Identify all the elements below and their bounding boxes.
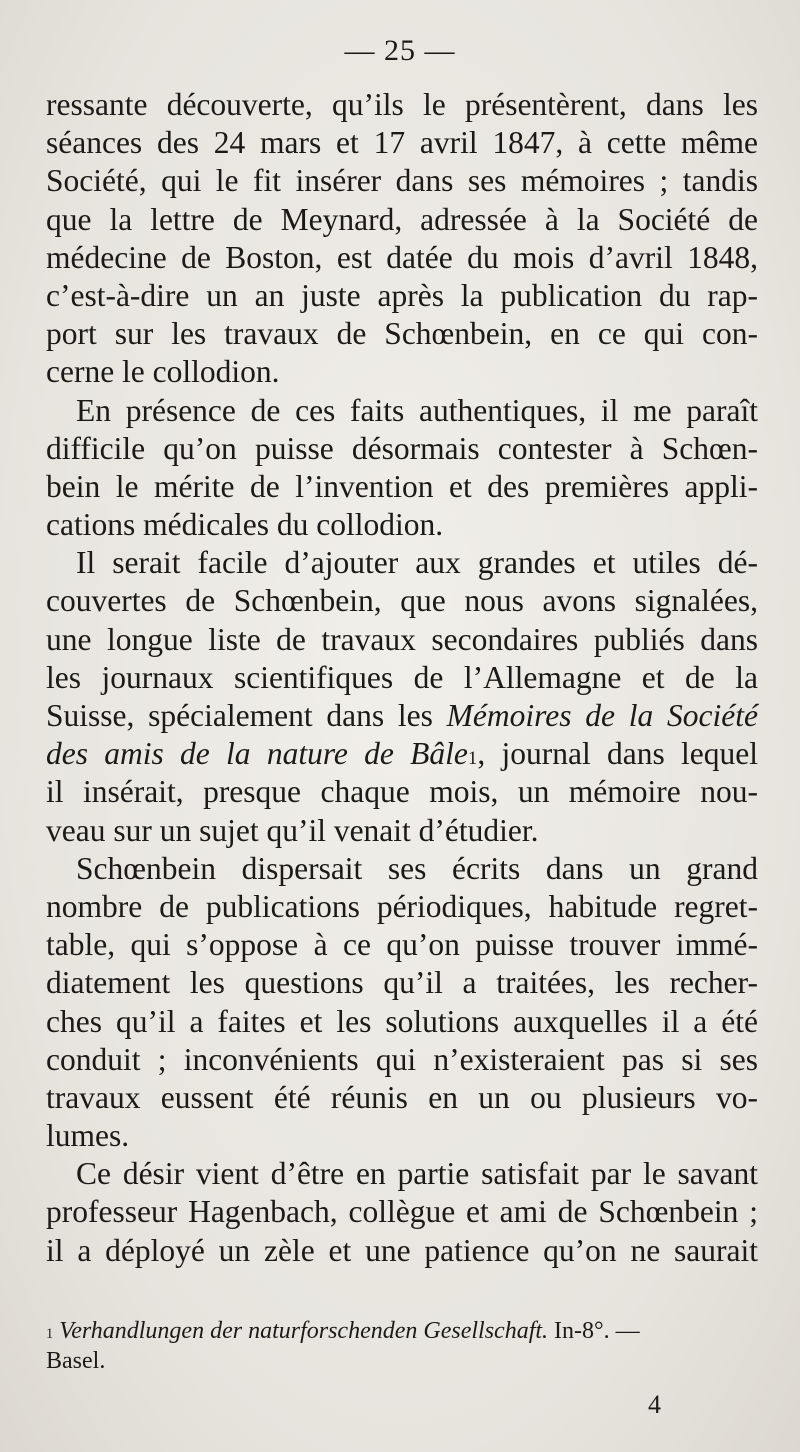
text-line: il insérait, presque chaque mois, un mémoire nou- bbox=[46, 774, 758, 810]
text-line: Société, qui le fit insérer dans ses mémoires ; tandis bbox=[46, 163, 758, 199]
text-line: Ce désir vient d’être en partie satisfait par le savant bbox=[76, 1156, 758, 1192]
page-number: — 25 — bbox=[344, 34, 456, 67]
text-line: lumes. bbox=[46, 1118, 130, 1154]
text-line: Schœnbein dispersait ses écrits dans un grand bbox=[76, 850, 758, 886]
text-line: médecine de Boston, est datée du mois d’avril 1848, bbox=[46, 239, 758, 275]
paragraph-3 bbox=[46, 544, 758, 850]
signature-mark: 4 bbox=[648, 1390, 661, 1419]
text-line: il a déployé un zèle et une patience qu’on ne saurait bbox=[46, 1232, 758, 1268]
footnote-marker: 1 bbox=[46, 1326, 54, 1342]
text-line: séances des 24 mars et 17 avril 1847, à cette même bbox=[46, 125, 758, 161]
text-line: ches qu’il a faites et les solutions auxquelles il a été bbox=[46, 1003, 758, 1039]
body-text bbox=[46, 86, 758, 1270]
text-line bbox=[46, 697, 758, 735]
text-line: couvertes de Schœnbein, que nous avons signalées, bbox=[46, 583, 758, 619]
text-line: diatement les questions qu’il a traitées, les recher- bbox=[46, 965, 758, 1001]
text-segment: , journal dans lequel bbox=[477, 736, 758, 772]
text-line: que la lettre de Meynard, adressée à la Société de bbox=[46, 201, 758, 237]
text-line: une longue liste de travaux secondaires publiés dans bbox=[46, 621, 758, 657]
footnote bbox=[46, 1316, 758, 1376]
text-line: nombre de publications périodiques, habitude regret- bbox=[46, 888, 758, 924]
text-line: En présence de ces faits authentiques, il me paraît bbox=[76, 392, 758, 428]
text-line: cations médicales du collodion. bbox=[46, 507, 444, 543]
paragraph-2 bbox=[46, 392, 758, 545]
paragraph-4 bbox=[46, 850, 758, 1156]
text-line: port sur les travaux de Schœnbein, en ce qui con- bbox=[46, 316, 758, 352]
footnote-title: Verhandlungen der naturforschenden Gesellschaft. bbox=[59, 1318, 549, 1344]
footnote-reference[interactable]: 1 bbox=[467, 748, 478, 770]
text-line: Il serait facile d’ajouter aux grandes et utiles dé- bbox=[76, 545, 758, 581]
text-line: les journaux scientifiques de l’Allemagne et de la bbox=[46, 659, 758, 695]
footnote-line bbox=[46, 1316, 758, 1346]
text-line: table, qui s’oppose à ce qu’on puisse trouver immé- bbox=[46, 927, 758, 963]
text-line: travaux eussent été réunis en un ou plusieurs vo- bbox=[46, 1079, 758, 1115]
text-line: conduit ; inconvénients qui n’existeraient pas si ses bbox=[46, 1041, 758, 1077]
text-line: professeur Hagenbach, collègue et ami de Schœnbein ; bbox=[46, 1194, 758, 1230]
text-line: veau sur un sujet qu’il venait d’étudier. bbox=[46, 812, 539, 848]
footnote-details: In-8°. — bbox=[548, 1318, 640, 1344]
text-line: bein le mérite de l’invention et des premières appli- bbox=[46, 468, 758, 504]
italic-title: des amis de la nature de Bâle bbox=[46, 736, 468, 772]
footnote-line: Basel. bbox=[46, 1348, 106, 1374]
text-segment: Suisse, spécialement dans les bbox=[46, 698, 447, 733]
text-line: c’est-à-dire un an juste après la publication du rap- bbox=[46, 277, 758, 313]
text-line: difficile qu’on puisse désormais contester à Schœn- bbox=[46, 430, 758, 466]
paragraph-5 bbox=[46, 1155, 758, 1270]
text-line: ressante découverte, qu’ils le présentèrent, dans les bbox=[46, 87, 758, 122]
text-line: cerne le collodion. bbox=[46, 354, 280, 390]
text-line bbox=[46, 735, 758, 773]
paragraph-1 bbox=[46, 86, 758, 392]
italic-title: Mémoires de la Société bbox=[446, 698, 758, 733]
